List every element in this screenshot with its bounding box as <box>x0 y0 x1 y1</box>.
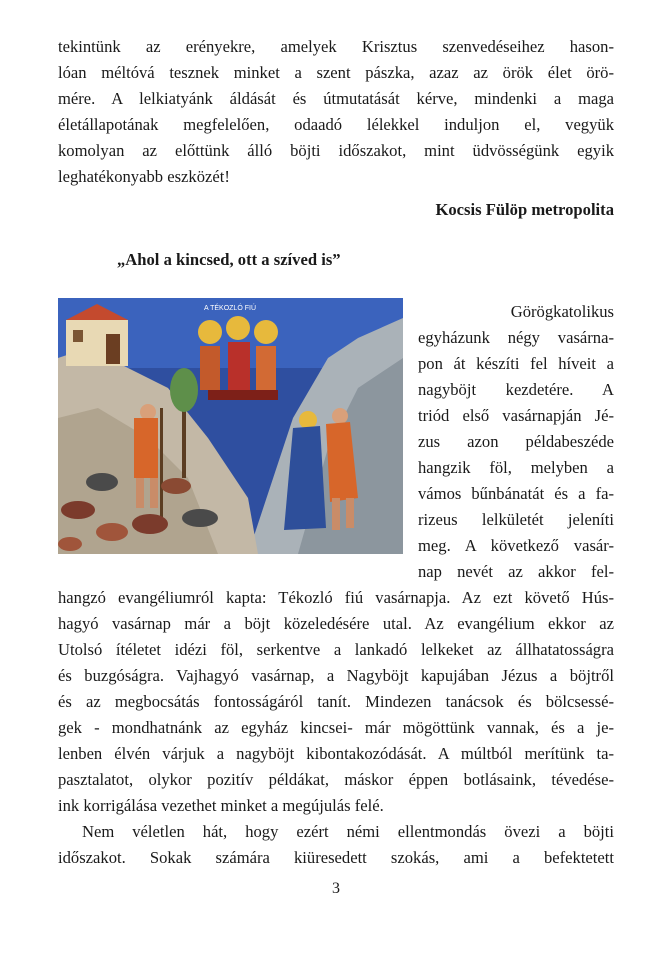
text-line: pon át készíti fel híveit a <box>418 354 614 373</box>
text-line: lóan méltóvá tesznek minket a szent pászka, azaz az örök élet örö- <box>58 63 614 82</box>
text-line: lenben élvén várjuk a nagyböjt kibontakozódását. A múltból merítünk ta- <box>58 744 614 763</box>
section-heading: „Ahol a kincsed, ott a szíved is” <box>117 250 341 269</box>
text-line: és buzgóságra. Vajhagyó vasárnap, a Nagyböjt kapujában Jézus a böjtről <box>58 666 614 685</box>
text-line: és az megbocsátás fontosságáról tanít. Mindezen tanácsok és bölcsessé- <box>58 692 614 711</box>
text-line: leghatékonyabb eszközét! <box>58 167 230 186</box>
signature: Kocsis Fülöp metropolita <box>435 200 614 219</box>
text-line: Utolsó ítéletet idézi föl, serkentve a lankadó lelkeket az állhatatosságra <box>58 640 614 659</box>
text-line: hangzó evangéliumról kapta: Tékozló fiú vasárnapja. Az ezt követő Hús- <box>58 588 614 607</box>
text-line: Görögkatolikus <box>510 302 614 321</box>
text-line: gek - mondhatnánk az egyház kincsei- már mögöttünk vannak, és a je- <box>58 718 614 737</box>
icon-caption: A TÉKOZLÓ FIÚ <box>204 305 256 312</box>
text-line: komolyan az előttünk álló böjti időszakot, mint üdvösségünk egyik <box>58 141 614 160</box>
text-line: triód első vasárnapján Jé- <box>418 406 614 425</box>
prodigal-son-icon-image <box>58 298 403 554</box>
text-line: tekintünk az erényekre, amelyek Krisztus szenvedéseihez hason- <box>58 37 614 56</box>
text-line: ink korrigálása vezethet minket a megújulás felé. <box>58 796 384 815</box>
text-line: vámos bűnbánatát és a fa- <box>418 484 614 503</box>
text-line: pasztalatot, olykor pozitív példákat, máskor éppen botlásaink, tévedése- <box>58 770 614 789</box>
text-line: rizeus lelkületét jeleníti <box>418 510 614 529</box>
text-line: hangzik föl, melyben a <box>418 458 614 477</box>
text-line: zus azon példabeszéde <box>418 432 614 451</box>
text-line: időszakot. Sokak számára kiüresedett szokás, ami a befektetett <box>58 848 614 867</box>
text-line: hagyó vasárnap már a böjt közeledésére utal. Az evangélium ekkor az <box>58 614 614 633</box>
text-line: Nem véletlen hát, hogy ezért némi ellentmondás övezi a böjti <box>82 822 614 841</box>
text-line: egyházunk négy vasárna- <box>418 328 614 347</box>
text-line: életállapotának megfelelően, odaadó lélekkel induljon el, vegyük <box>58 115 614 134</box>
page-number: 3 <box>332 880 340 897</box>
text-line: nap nevét az akkor fel- <box>418 562 614 581</box>
text-line: nagyböjt kezdetére. A <box>418 380 614 399</box>
text-line: mére. A lelkiatyánk áldását és útmutatását kérve, mindenki a maga <box>58 89 614 108</box>
text-line: meg. A következő vasár- <box>418 536 614 555</box>
